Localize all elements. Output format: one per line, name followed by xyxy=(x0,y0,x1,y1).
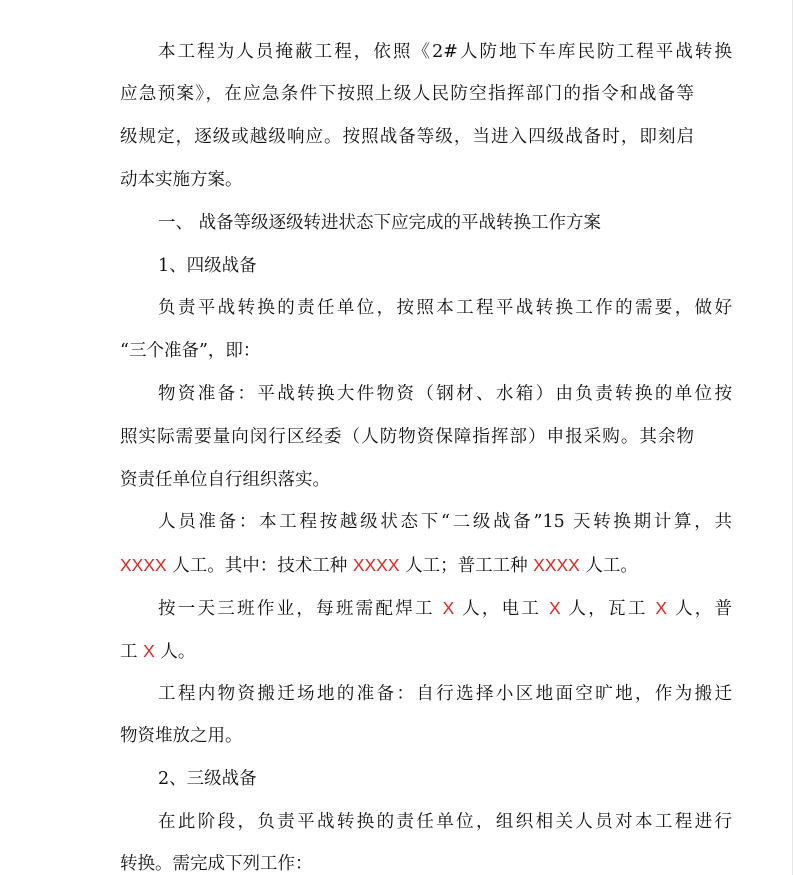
paragraph-line: 工程内物资搬迁场地的准备：自行选择小区地面空旷地，作为搬迁 xyxy=(158,684,732,704)
placeholder-count: X xyxy=(549,598,561,618)
text-run: 人工；普工工种 xyxy=(399,556,534,576)
placeholder-count: X xyxy=(442,598,455,618)
text-run: 工 xyxy=(120,642,144,662)
paragraph-line: 人员准备：本工程按越级状态下“二级战备”15 天转换期计算，共 xyxy=(158,512,732,532)
paragraph-line: 本工程为人员掩蔽工程，依照《2#人防地下车库民防工程平战转换 xyxy=(158,42,732,62)
paragraph-line: 动本实施方案。 xyxy=(120,170,243,190)
text-run: 人，电工 xyxy=(454,599,549,619)
text-run: 人，瓦工 xyxy=(560,599,656,619)
paragraph-line: 物资堆放之用。 xyxy=(120,726,243,746)
paragraph-line xyxy=(120,639,195,664)
paragraph-line xyxy=(120,553,638,578)
placeholder-count: XXXX xyxy=(533,555,580,575)
subsection-heading: 2、三级战备 xyxy=(158,769,257,789)
placeholder-count: XXXX xyxy=(352,555,400,575)
paragraph-line: 负责平战转换的责任单位，按照本工程平战转换工作的需要，做好 xyxy=(158,298,732,318)
placeholder-count: XXXX xyxy=(120,555,167,575)
paragraph-line: 资责任单位自行组织落实。 xyxy=(120,470,330,490)
paragraph-line: “三个准备”，即： xyxy=(120,341,261,361)
paragraph-line: 转换。需完成下列工作： xyxy=(120,854,313,874)
section-heading: 一、 战备等级逐级转进状态下应完成的平战转换工作方案 xyxy=(158,213,602,233)
placeholder-count: X xyxy=(143,641,155,661)
paragraph-line: 照实际需要量向闵行区经委（人防物资保障指挥部）申报采购。其余物 xyxy=(120,427,694,447)
paragraph-line: 应急预案》，在应急条件下按照上级人民防空指挥部门的指令和战备等 xyxy=(120,84,694,104)
text-run: 人。 xyxy=(154,642,196,662)
subsection-heading: 1、四级战备 xyxy=(158,256,257,276)
paragraph-line xyxy=(158,596,732,621)
paragraph-line: 级规定，逐级或越级响应。按照战备等级，当进入四级战备时，即刻启 xyxy=(120,127,694,147)
text-run: 人工。 xyxy=(579,556,638,576)
text-run: 人工。其中：技术工种 xyxy=(166,556,353,576)
text-run: 按一天三班作业，每班需配焊工 xyxy=(158,599,443,619)
text-run: 人，普 xyxy=(667,599,732,619)
paragraph-line: 在此阶段，负责平战转换的责任单位，组织相关人员对本工程进行 xyxy=(158,812,732,832)
placeholder-count: X xyxy=(655,598,668,618)
paragraph-line: 物资准备：平战转换大件物资（钢材、水箱）由负责转换的单位按 xyxy=(158,384,732,404)
